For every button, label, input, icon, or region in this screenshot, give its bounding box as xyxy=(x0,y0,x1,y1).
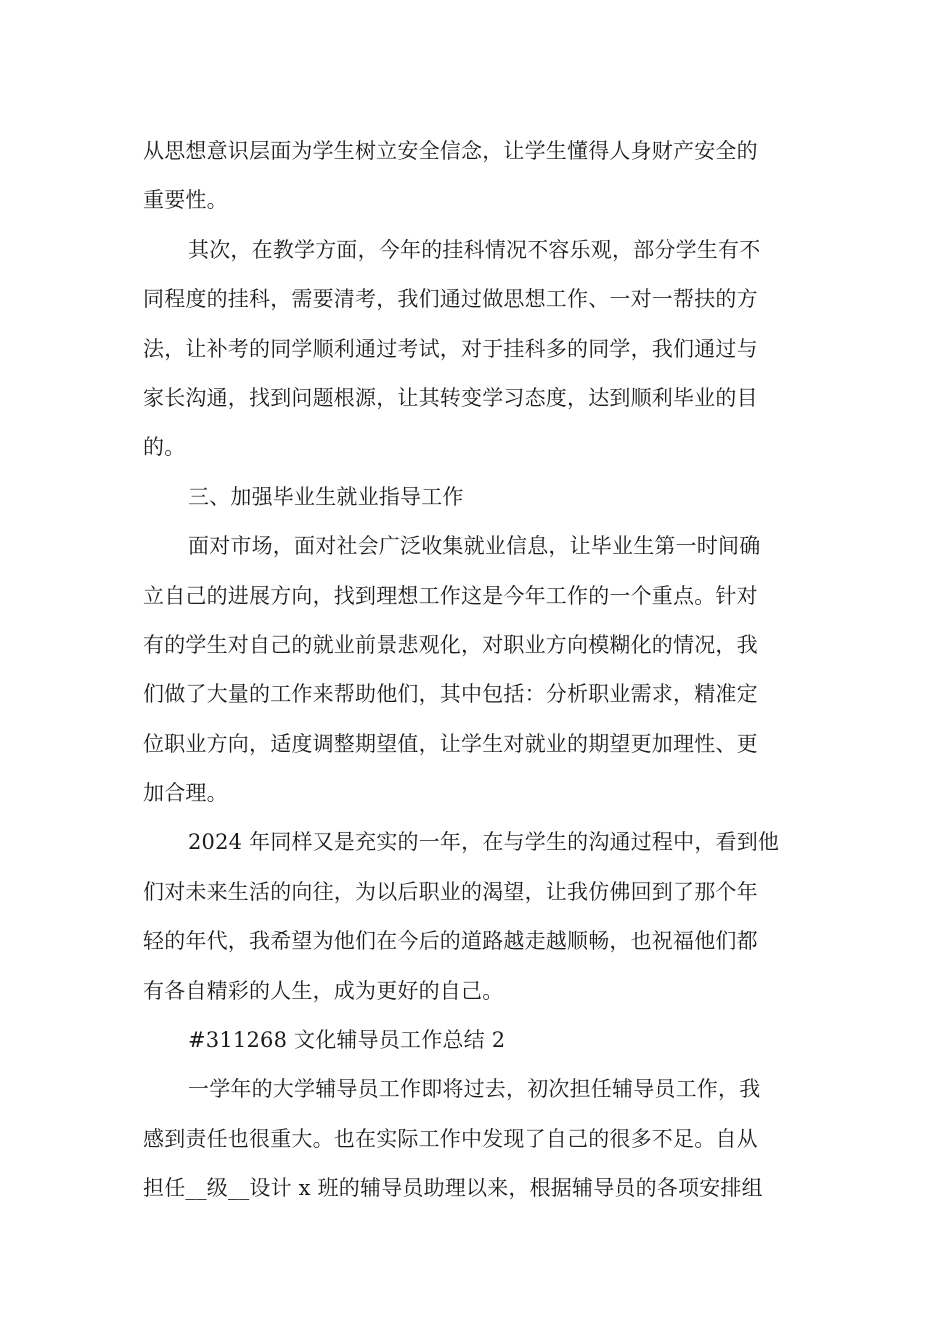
text-line: 感到责任也很重大。也在实际工作中发现了自己的很多不足。自从 xyxy=(143,1126,758,1151)
text-line: 家长沟通，找到问题根源，让其转变学习态度，达到顺利毕业的目 xyxy=(143,385,758,410)
text-line: 立自己的进展方向，找到理想工作这是今年工作的一个重点。针对 xyxy=(143,583,758,608)
text-line: 位职业方向，适度调整期望值，让学生对就业的期望更加理性、更 xyxy=(143,731,758,756)
text-line: 有的学生对自己的就业前景悲观化，对职业方向模糊化的情况，我 xyxy=(143,632,758,657)
text-line: 的。 xyxy=(143,435,186,460)
text-line: 从思想意识层面为学生树立安全信念，让学生懂得人身财产安全的 xyxy=(143,139,758,163)
document-body xyxy=(143,127,807,1214)
paragraph-start-line: 2024 年同样又是充实的一年，在与学生的沟通过程中，看到他 xyxy=(188,830,780,855)
paragraph-start-line: 面对市场，面对社会广泛收集就业信息，让毕业生第一时间确 xyxy=(188,534,761,559)
text-line: 担任__级__设计 x 班的辅导员助理以来，根据辅导员的各项安排组 xyxy=(143,1176,763,1201)
text-line: 有各自精彩的人生，成为更好的自己。 xyxy=(143,978,504,1003)
text-line: 重要性。 xyxy=(143,188,228,213)
section-heading: 三、加强毕业生就业指导工作 xyxy=(188,484,464,509)
text-line: 们做了大量的工作来帮助他们，其中包括：分析职业需求，精准定 xyxy=(143,682,758,707)
text-line: 轻的年代，我希望为他们在今后的道路越走越顺畅，也祝福他们都 xyxy=(143,929,758,954)
text-line: 加合理。 xyxy=(143,781,228,806)
text-line: 同程度的挂科，需要清考，我们通过做思想工作、一对一帮扶的方 xyxy=(143,287,758,312)
section-title: #311268 文化辅导员工作总结 2 xyxy=(188,1028,506,1053)
text-line: 们对未来生活的向往，为以后职业的渴望，让我仿佛回到了那个年 xyxy=(143,879,758,904)
paragraph-start-line: 一学年的大学辅导员工作即将过去，初次担任辅导员工作，我 xyxy=(188,1077,761,1102)
paragraph-start-line: 其次，在教学方面，今年的挂科情况不容乐观，部分学生有不 xyxy=(188,237,761,262)
text-line: 法，让补考的同学顺利通过考试，对于挂科多的同学，我们通过与 xyxy=(143,336,758,361)
